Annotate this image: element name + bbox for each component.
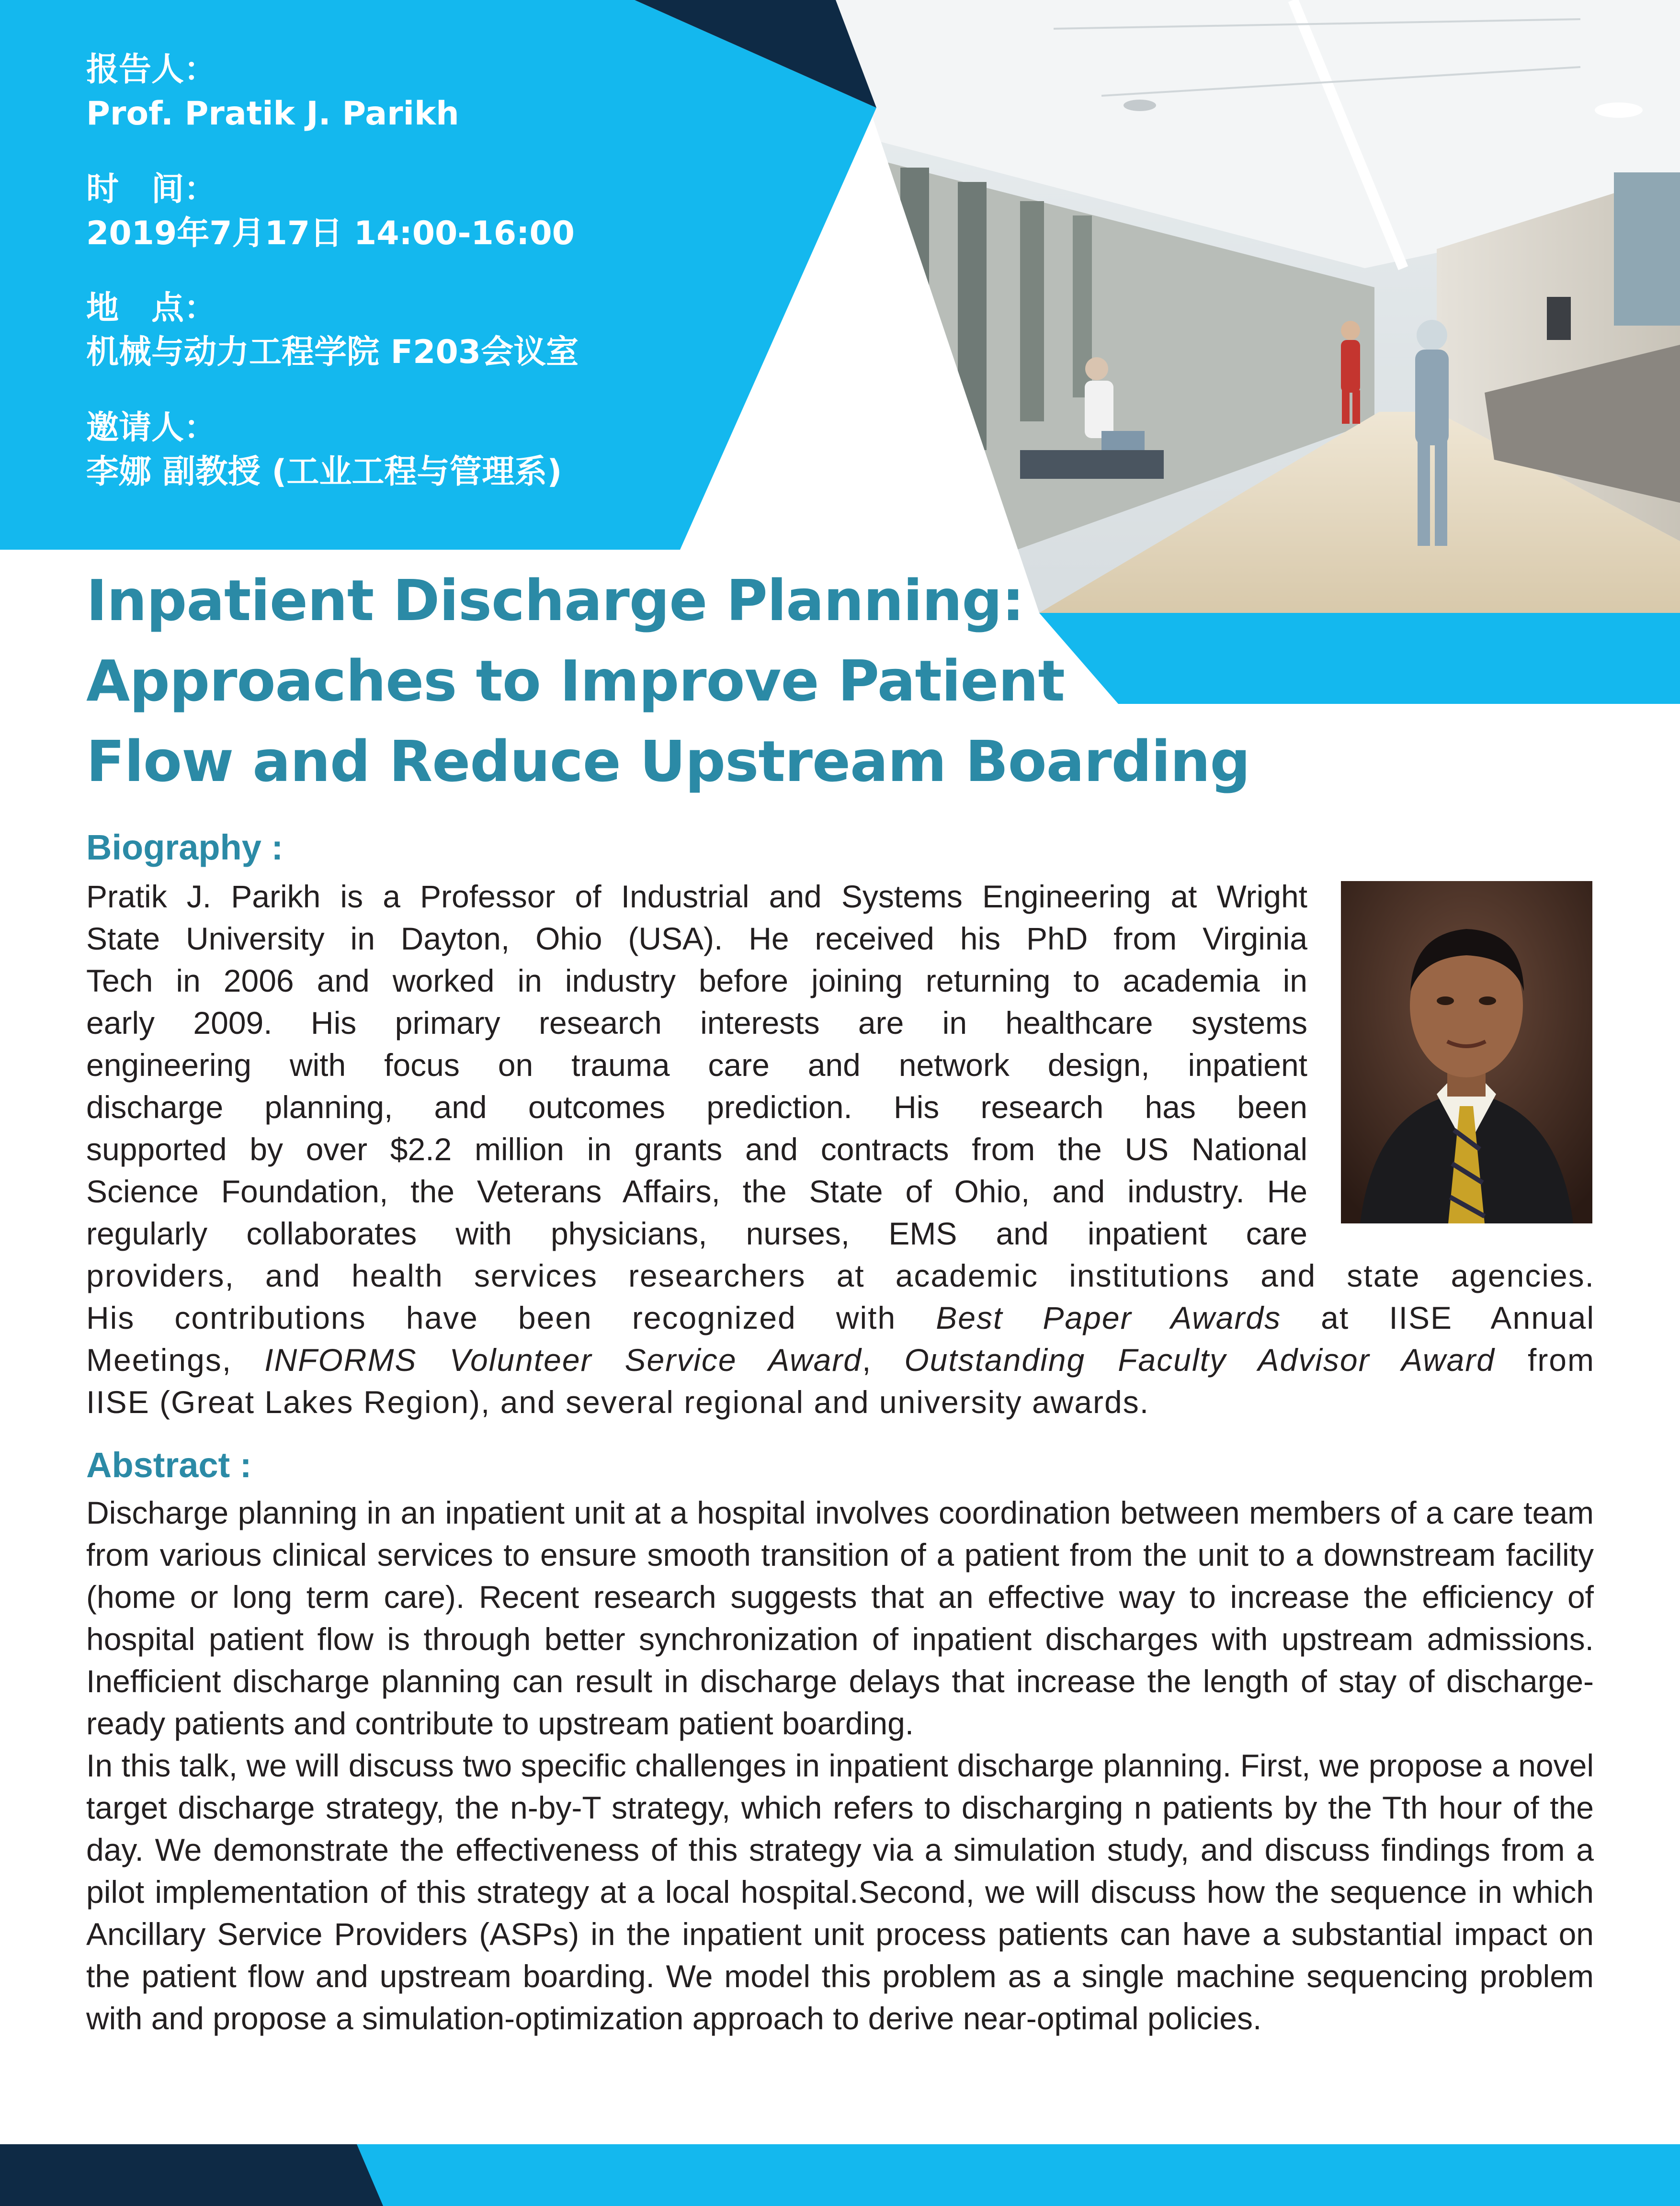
bio-line: early 2009. His primary research interests are in healthcare systems (86, 1005, 1307, 1041)
abstract-paragraph-1: Discharge planning in an inpatient unit at a hospital involves coordination between members of a care team from various clinical services to ensure smooth transition of a patient from the unit to a downstream facility (home or long term care). Recent research suggests that an effective way to increase the efficiency of hospital patient flow is through better synchronization of inpatient discharges with upstream admissions. Inefficient discharge planning can result in discharge delays that increase the length of stay of discharge-ready patients and contribute to upstream patient boarding. (86, 1495, 1594, 1741)
bio-line: Science Foundation, the Veterans Affairs, the State of Ohio, and industry. He (86, 1174, 1307, 1209)
speaker-portrait (1341, 881, 1592, 1223)
biography-heading: Biography : (86, 827, 284, 867)
bio-line (86, 1297, 1595, 1339)
speaker-label: 报告人： (86, 51, 217, 89)
inviter-label: 邀请人： (86, 409, 217, 447)
bio-text: from (1495, 1342, 1595, 1378)
bio-line (86, 1339, 1595, 1381)
bio-line: providers, and health services researchers at academic institutions and state agencies. (86, 1258, 1595, 1293)
bio-line: Tech in 2006 and worked in industry before joining returning to academia in (86, 963, 1307, 998)
bio-line: State University in Dayton, Ohio (USA). He received his PhD from Virginia (86, 921, 1307, 956)
award-faculty-advisor: Outstanding Faculty Advisor Award (904, 1342, 1495, 1378)
title-line-3: Flow and Reduce Upstream Boarding (86, 728, 1250, 794)
title-line-2: Approaches to Improve Patient (86, 648, 1065, 714)
biography-wide-text (86, 1255, 1595, 1423)
speaker-name: Prof. Pratik J. Parikh (86, 95, 459, 133)
award-informs: INFORMS Volunteer Service Award (264, 1342, 863, 1378)
bio-line: supported by over $2.2 million in grants and contracts from the US National (86, 1131, 1307, 1167)
bio-text: Meetings, (86, 1342, 265, 1378)
bio-line: engineering with focus on trauma care and network design, inpatient (86, 1047, 1307, 1083)
time-label: 时 间： (86, 170, 217, 208)
bio-text: His contributions have been recognized with (86, 1300, 936, 1335)
time-value: 2019年7月17日 14:00-16:00 (86, 215, 575, 252)
award-best-paper: Best Paper Awards (936, 1300, 1282, 1335)
bio-text: , (862, 1342, 905, 1378)
bio-line: regularly collaborates with physicians, nurses, EMS and inpatient care (86, 1216, 1307, 1251)
time-block (86, 168, 575, 256)
footer-band (0, 2144, 1680, 2206)
abstract-text (86, 1492, 1594, 2039)
abstract-paragraph-2: In this talk, we will discuss two specific challenges in inpatient discharge planning. First, we propose a novel target discharge strategy, the n-by-T strategy, which refers to discharging n patients by the Tth hour of the day. We demonstrate the effectiveness of this strategy via a simulation study, and discuss findings from a pilot implementation of this strategy at a local hospital.Second, we will discuss how the sequence in which Ancillary Service Providers (ASPs) in the inpatient unit process patients can have a substantial impact on the patient flow and upstream boarding. We model this problem as a single machine sequencing problem with and propose a simulation-optimization approach to derive near-optimal policies. (86, 1748, 1594, 2036)
bio-line: IISE (Great Lakes Region), and several regional and university awards. (86, 1384, 1150, 1420)
abstract-heading: Abstract : (86, 1445, 252, 1485)
place-label: 地 点： (86, 289, 217, 327)
place-value: 机械与动力工程学院 F203会议室 (86, 333, 579, 371)
bio-text: at IISE Annual (1281, 1300, 1595, 1335)
title-line-1: Inpatient Discharge Planning: (86, 567, 1024, 634)
speaker-block (86, 48, 459, 136)
bio-line: Pratik J. Parikh is a Professor of Industrial and Systems Engineering at Wright (86, 879, 1307, 914)
inviter-block (86, 406, 562, 494)
biography-narrow-text (86, 875, 1307, 1255)
bio-line: discharge planning, and outcomes prediction. His research has been (86, 1089, 1307, 1125)
place-block (86, 286, 579, 374)
hospital-corridor-photo (814, 0, 1680, 622)
talk-title (86, 560, 1379, 802)
inviter-value: 李娜 副教授 (工业工程与管理系) (86, 453, 562, 491)
